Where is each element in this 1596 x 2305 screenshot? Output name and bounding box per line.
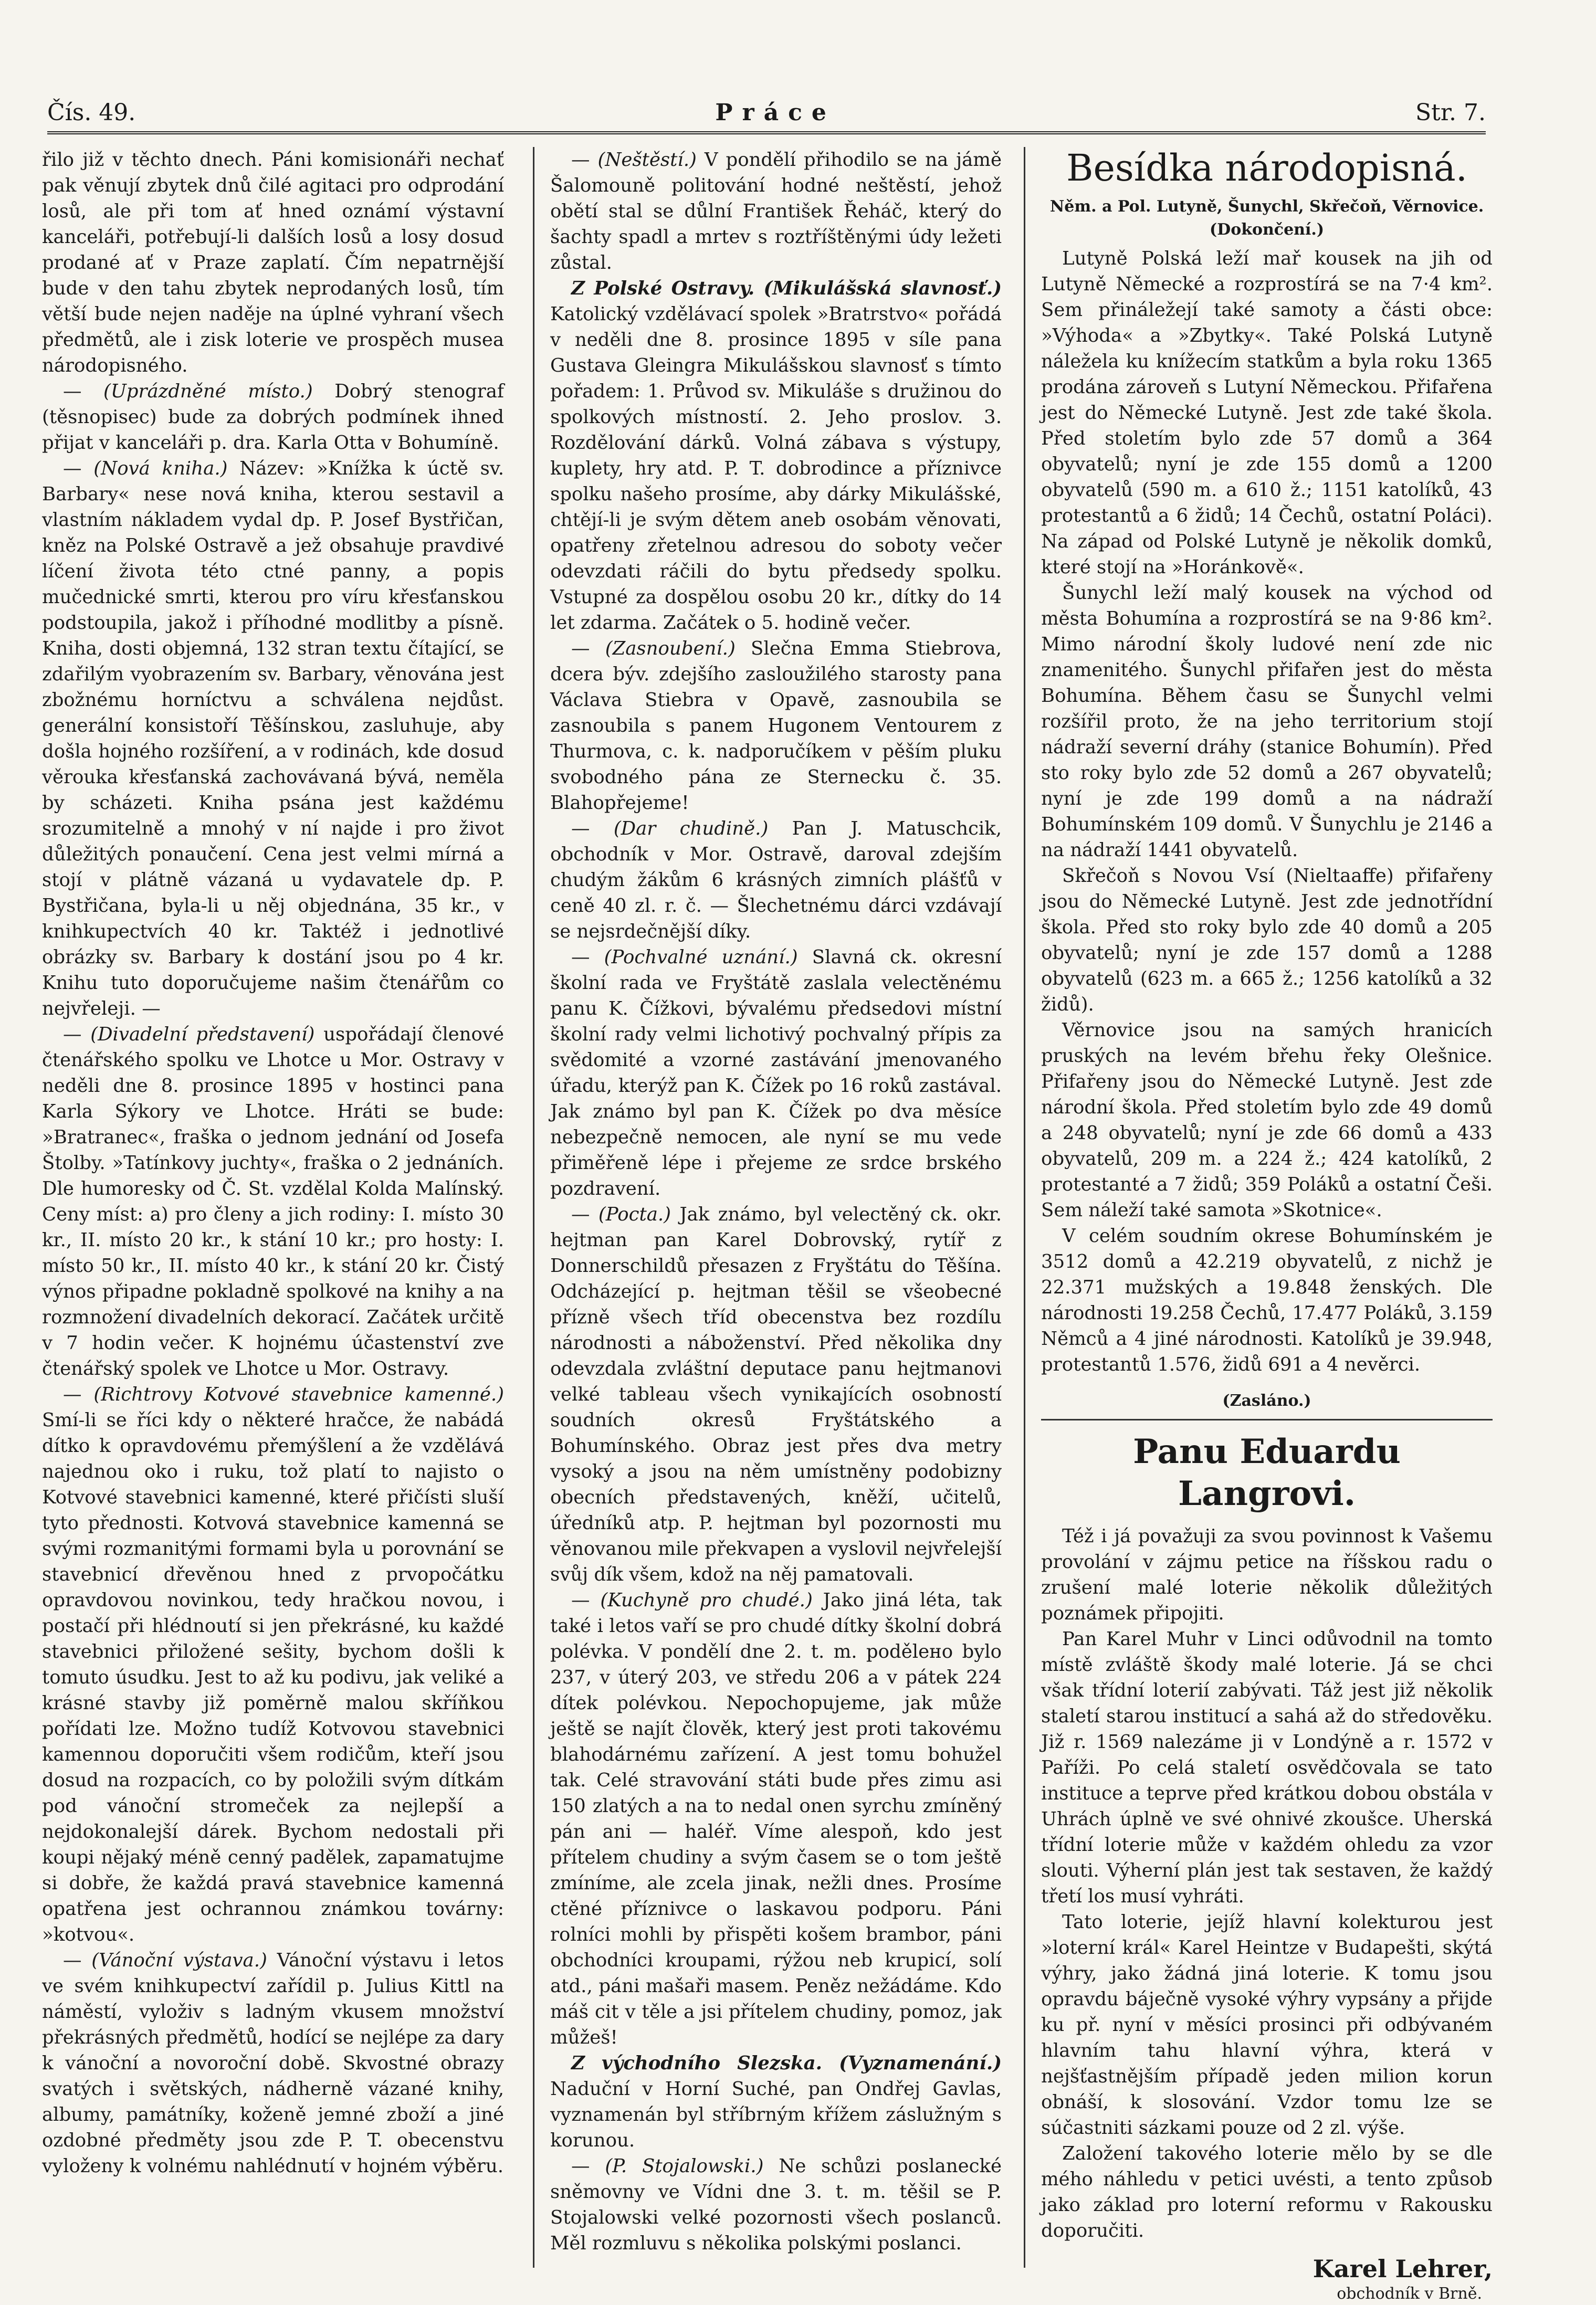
article-paragraph: [550, 2050, 1002, 2153]
article-text: Šunychl leží malý kousek na východ od města Bohumína a rozprostírá se na 9·86 km². Mimo národní školy ludové není zde nic znamenitého. Šunychl přifařen jest do města Bohumína. Během času se Šunychl velmi rozšířil proto, že na jeho territorium stojí nádraží severní dráhy (stanice Bohumín). Před sto roky bylo zde 52 domů a 267 obyvatelů; nyní je zde 199 domů a na nádraží Bohumínském 109 domů. V Šunychlu je 2146 a na nádraží 1441 obyvatelů.: [1041, 582, 1493, 861]
article-text: V pondělí přihodilo se na jámě Šalomouně politování hodné neštěstí, jehož obětí stal se důlní František Řeháč, který do šachty spadl a mrtev s roztříštěnými údy ležeti zůstal.: [550, 149, 1002, 273]
article-paragraph: — (Kuchyně pro chudé.) Jako jiná léta, tak také i letos vaří se pro chudé dítky školní dobrá polévka. V pondělí dne 2. t. m. podělено bylo 237, v úterý 203, ve středu 206 a v pátek 224 dítek polévkou. Nepochopujeme, jak může ještě se najít člověk, který jest proti takovému blahodárnému zařízení. A jest tomu bohužel tak. Celé stravování státi bude přes zimu asi 150 zlatých a na to nedal onen syrchu zmíněný pán ani — haléř. Víme alespoň, kdo jest přítelem chudiny a svým časem se o tom ještě zmíníme, ale zcela jinak, nežli dnes. Prosíme ctěné příznivce o laskavou podporu. Páni rolníci mohli by přispěti košem brambor, páni obchodníci kroupami, rýžou neb krupicí, solí atd., páni mašaři masem. Peněz nežádáme. Kdo máš cit v těle a jsi přítelem chudiny, pomoz, jak můžeš!: [550, 1590, 1002, 2048]
article-heading: (Divadelní představení): [90, 1024, 315, 1045]
article-heading: Z východního Slezska. (Vyznamenání.): [571, 2053, 1002, 2074]
divider: [1041, 1419, 1493, 1420]
zaslano-label: (Zasláno.): [1222, 1392, 1311, 1410]
article-heading: (Pochvalné uznání.): [604, 946, 798, 968]
article-text: Katolický vzdělávací spolek »Bratrstvo« pořádá v neděli dne 8. prosince 1895 v síle pana Gustava Gleingra Mikulášskou slavnosť s tímto pořadem: 1. Průvod sv. Mikuláše s družinou do spolkových místností. 2. Jeho proslov. 3. Rozdělování dárků. Volná zábava s výstupy, kuplety, hry atd. P. T. dobrodince a příznivce spolku našeho prosíme, aby dárky Mikulášské, chtějí-li je svým dětem aneb osobám věnovati, opatřeny zřetelnou adresou do soboty večer odevzdati ráčili do bytu předsedy spolku. Vstupné za dospělou osobu 20 kr., dítky do 14 let zdarma. Začátek o 5. hodině večer.: [550, 303, 1002, 634]
article-heading: (Neštěstí.): [597, 149, 697, 171]
article-heading: Z Polské Ostravy. (Mikulášská slavnosť.): [571, 278, 1002, 299]
article-heading: (Vánoční výstava.): [91, 1950, 267, 1971]
article-paragraph: — (Pocta.) Jak známo, byl velectěný ck. okr. hejtman pan Karel Dobrovský, rytíř z Donnerschildů přesazen z Fryštátu do Těšína. Odcházející p. hejtman těšil se všeobecné přízně všech tříd obecenstva bez rozdílu národnosti a náboženství. Před několika dny odevzdala zvláštní deputace panu hejtmanovi velké tableau všech vynikajících osobností soudních okresů Fryštátského a Bohumínského. Obraz jest přes dva metry vysoký a jsou na něm umístněny podobizny obecních představených, kněží, učitelů, úředníků atp. P. hejtman byl pozornosti mu věnovanou mile překvapen a vyslovil nejvřelejší svůj dík všem, kdož na něj pamatovali.: [550, 1204, 1002, 1585]
article-text: řilo již v těchto dnech. Páni komisionáři nechať pak věnují zbytek dnů čilé agitaci pro odprodání losů, ale při tom ať hned oznámí výstavní kanceláři, potřebují-li dalších losů a losy dosud prodané ať v Praze zaplatí. Čím nepatrnější bude v den tahu zbytek neprodaných losů, tím větší bude nejen naděje na úplné vyhraní všech předmětů, ale i zisk loterie ve prospěch musea národopisného.: [42, 149, 504, 376]
article-heading: (Richtrovy Kotvové stavebnice kamenné.): [93, 1384, 504, 1405]
article-paragraph: — (Richtrovy Kotvové stavebnice kamenné.) Smí-li se říci kdy o některé hračce, že nabádá dítko k opravdovému přemýšlení a že vzdělává najednou oko i ruku, tož platí to najisto o Kotvové stavebnici kamenné, které přičísti sluší tyto přednosti. Kotvová stavebnice kamenná se svými rozmanitými formami byla u porovnání se stavebnicí dřevěnou hned z prvopočátku opravdovou novinkou, tedy hračkou novou, i postačí při hlédnoutí si jen překrásné, ku každé stavebnici přiložené sešity, bychom došli k tomuto úsudku. Jest to až ku podivu, jak veliké a krásné stavby již poměrně malou skříňkou pořídati lze. Možno tudíž Kotvovou stavebnici kamennou doporučiti všem rodičům, kteří jsou dosud na rozpacích, co by položili svým dítkám pod vánoční stromeček za nejlepší a nejdokonalejší dárek. Bychom nedostali při koupi nějaký méně cenný padělek, zapamatujme si dobře, že každá pravá stavebnice kamenná opatřena jest ochrannou známkou továrny: »kotvou«.: [42, 1384, 504, 1945]
article-heading: (Nová kniha.): [93, 458, 228, 479]
letter-title: Panu Eduardu Langrovi.: [1133, 1432, 1401, 1513]
column-left: [42, 147, 504, 2268]
article-text: Tato loterie, jejíž hlavní kolekturou jest »loterní král« Karel Heintze v Budapešti, skýtá výhry, jako žádná jiná loterie. K tomu jsou opravdu báječně vysoké výhry vypsány a přijde ku př. nyní v měsíci prosinci při odbývaném hlavním tahu hlavní výhra, která v nejšťastnějším případě jeden milion korun obnáší, k slosování. Vzdor tomu lze se súčastniti sázkami pouze od 2 zl. výše.: [1041, 1911, 1493, 2139]
section-title: Besídka národopisná.: [1066, 146, 1467, 190]
article-heading: (Kuchyně pro chudé.): [600, 1590, 813, 1611]
article-text: Lutyně Polská leží mař kousek na jih od Lutyně Německé a rozprostírá se na 7·4 km². Sem přináležejí také samoty a části obce: »Výhoda« a »Zbytky«. Také Polská Lutyně náležela ku knížecím statkům a byla roku 1365 prodána zároveň s Lutyní Německou. Přifařena jest do Německé Lutyně. Jest zde také škola. Před stoletím bylo zde 57 domů a 364 obyvatelů; nyní je zde 155 domů a 1200 obyvatelů (590 m. a 610 ž.; 1151 katolíků, 43 protestantů a 6 židů; 14 Čechů, ostatní Poláci). Na západ od Polské Lutyně je několik domků, které stojí na »Horánkově«.: [1041, 248, 1493, 578]
article-paragraph: — (Divadelní představení) uspořádají členové čtenářského spolku ve Lhotce u Mor. Ostravy v neděli dne 8. prosince 1895 v hostinci pana Karla Sýkory ve Lhotce. Hráti se bude: »Bratranec«, fraška o jednom jednání od Josefa Štolby. »Tatínkovy juchty«, fraška o 2 jednáních. Dle humoresky od Č. St. vzdělal Kolda Malínský. Ceny míst: a) pro členy a jich rodiny: I. místo 30 kr., II. místo 20 kr., k stání 10 kr.; pro hosty: I. místo 50 kr., II. místo 40 kr., k stání 20 kr. Čistý výnos připadne pokladně spolkové na knihy a na rozmnožení divadelních dekorací. Začátek určitě v 7 hodin večer. K hojnému účastenství zve čtenářský spolek ve Lhotce u Mor. Ostravy.: [42, 1024, 504, 1380]
article-heading: (P. Stojalowski.): [605, 2155, 764, 2177]
newspaper-title: Práce: [715, 99, 836, 126]
article-text: Naduční v Horní Suché, pan Ondřej Gavlas, vyznamenán byl stříbrným křížem záslužným s korunou.: [550, 2078, 1002, 2151]
column-middle: [533, 147, 1002, 2268]
article-text: Dobrý stenograf (těsnopisec) bude za dobrých podmínek ihned přijat v kanceláři p. dra. Karla Otta v Bohumíně.: [42, 381, 504, 454]
article-paragraph: — (Nová kniha.) Název: »Knížka k úctě sv. Barbary« nese nová kniha, kterou sestavil a vlastním nákladem vydal dp. P. Josef Bystřičan, kněz na Polské Ostravě a jež obsahuje pravdivé líčení života této ctné panny, a popis mučednické smrti, kterou pro víru křesťanskou podstoupila, jakož i příhodné modlitby a písně. Kniha, dosti objemná, 132 stran textu čítající, se zdařilým vyobrazením sv. Barbary, věnována jest zbožnému horníctvu a schválena nejdůst. generální konsistoří Těšínskou, zasluhuje, aby došla hojného rozšíření, a v rodinách, kde dosud věrouka křesťanská zachovávaná bývá, neměla by scházeti. Kniha psána jest každému srozumitelně a mnohý v ní najde i pro život důležitých ponaučení. Cena jest velmi mírná a stojí v plátně vázaná u vydavatele dp. P. Bystřičana, byla-li u něj objednána, 35 kr., v knihkupectvích 40 kr. Taktéž i jednotlivé obrázky sv. Barbary k dostání jsou po 4 kr. Knihu tuto doporučujeme našim čtenářům co nejvřeleji. —: [42, 458, 504, 1019]
article-text: Smí-li se říci kdy o některé hračce, že nabádá dítko k opravdovému přemýšlení a že vzdělává najednou oko i ruku, tož platí to najisto o Kotvové stavebnici kamenné, které přičísti sluší tyto přednosti. Kotvová stavebnice kamenná se svými rozmanitými formami byla u porovnání se stavebnicí dřevěnou hned z prvopočátku opravdovou novinkou, tedy hračkou novou, i postačí při hlédnoutí si jen překrásné, ku každé stavebnici přiložené sešity, bychom došli k tomuto úsudku. Jest to až ku podivu, jak veliké a krásné stavby již poměrně malou skříňkou pořídati lze. Možno tudíž Kotvovou stavebnici kamennou doporučiti všem rodičům, kteří jsou dosud na rozpacích, co by položili svým dítkám pod vánoční stromeček za nejlepší a nejdokonalejší dárek. Bychom nedostali při koupi nějaký méně cenný padělek, zapamatujme si dobře, že každá pravá stavebnice kamenná opatřena jest ochrannou známkou továrny: »kotvou«.: [42, 1409, 504, 1945]
article-paragraph: — (Pochvalné uznání.) Slavná ck. okresní školní rada ve Fryštátě zaslala velectěnému panu K. Čížkovi, bývalému předsedovi místní školní rady velmi lichotivý pochvalný přípis za svědomité a vzorné zastávání jmenovaného úřadu, kterýž pan K. Čížek po 16 roků zastával. Jak známo byl pan K. Čížek po dva měsíce nebezpečně nemocen, ale nyní se mu vede přiměřeně lépe i přejeme ze srdce brského pozdravení.: [550, 946, 1002, 1199]
article-text: Založení takového loterie mělo by se dle mého náhledu v petici uvésti, a tento způsob jako základ pro loterní reformu v Rakousku doporučiti.: [1041, 2143, 1493, 2241]
article-heading: (Uprázdněné místo.): [103, 381, 313, 402]
article-text: Název: »Knížka k úctě sv. Barbary« nese nová kniha, kterou sestavil a vlastním nákladem vydal dp. P. Josef Bystřičan, kněz na Polské Ostravě a jež obsahuje pravdivé líčení života této ctné panny, a popis mučednické smrti, kterou pro víru křesťanskou podstoupila, jakož i příhodné modlitby a písně. Kniha, dosti objemná, 132 stran textu čítající, se zdařilým vyobrazením sv. Barbary, věnována jest zbožnému horníctvu a schválena nejdůst. generální konsistoří Těšínskou, zasluhuje, aby došla hojného rozšíření, a v rodinách, kde dosud věrouka křesťanská zachovávaná bývá, neměla by scházeti. Kniha psána jest každému srozumitelně a mnohý v ní najde i pro život důležitých ponaučení. Cena jest velmi mírná a stojí v plátně vázaná u vydavatele dp. P. Bystřičana, byla-li u něj objednána, 35 kr., v knihkupectvích 40 kr. Taktéž i jednotlivé obrázky sv. Barbary k dostání jsou po 4 kr. Knihu tuto doporučujeme našim čtenářům co nejvřeleji. —: [42, 458, 504, 1019]
article-paragraph: — (P. Stojalowski.) Ne schůzi poslanecké sněmovny ve Vídni dne 3. t. m. těšil se P. Stojalowski velké pozornosti všech poslanců. Měl rozmluvu s několika polskými poslanci.: [550, 2155, 1002, 2254]
article-heading: (Pocta.): [598, 1204, 671, 1225]
article-text: Pan J. Matuschcik, obchodník v Mor. Ostravě, daroval zdejším chudým žákům 6 krásných zimních plášťů v ceně 40 zl. r. č. — Šlechetnému dárci vzdávají se nejsrdečnější díky.: [550, 818, 1002, 942]
article-paragraph: [550, 276, 1002, 636]
article-paragraph: — (Zasnoubení.) Slečna Emma Stiebrova, dcera býv. zdejšího zasloužilého starosty pana Václava Stiebra v Opavě, zasnoubila se zasnoubila s panem Hugonem Ventourem z Thurmova, c. k. nadporučíkem v pěším pluku svobodného pána ze Sternecku č. 35. Blahopřejeme!: [550, 638, 1002, 814]
article-paragraph: — (Neštěstí.) V pondělí přihodilo se na jámě Šalomouně politování hodné neštěstí, jehož obětí stal se důlní František Řeháč, který do šachty spadl a mrtev s roztříštěnými údy ležeti zůstal.: [550, 149, 1002, 273]
signature-occupation: obchodník v Brně.: [1337, 2285, 1482, 2303]
article-paragraph: — (Uprázdněné místo.) Dobrý stenograf (těsnopisec) bude za dobrých podmínek ihned přijat v kanceláři p. dra. Karla Otta v Bohumíně.: [42, 381, 504, 454]
section-continuation: (Dokončení.): [1209, 220, 1325, 239]
article-heading: (Dar chudině.): [613, 818, 769, 839]
article-paragraph: — (Dar chudině.) Pan J. Matuschcik, obchodník v Mor. Ostravě, daroval zdejším chudým žákům 6 krásných zimních plášťů v ceně 40 zl. r. č. — Šlechetnému dárci vzdávají se nejsrdečnější díky.: [550, 818, 1002, 942]
article-text: Též i já považuji za svou povinnost k Vašemu provolání v zájmu petice na říšskou radu o zrušení malé loterie několik důležitých poznámek připojiti.: [1041, 1525, 1493, 1624]
article-text: Pan Karel Muhr v Linci odůvodnil na tomto místě zvláště škody malé loterie. Já se chci však třídní loterií zabývati. Táž jest již několik staletí starou institucí a sahá až do středověku. Již r. 1569 nalezáme ji v Londýně a r. 1572 v Paříži. Po celá staletí osvědčovala se tato instituce a teprve před krátkou dobou obstála v Uhrách úplně ve své ohnivé zkoušce. Uherská třídní loterie může v každém ohledu za vzor slouti. Výherní plán jest tak sestaven, že každý třetí los musí vyhráti.: [1041, 1628, 1493, 1907]
article-text: Jako jiná léta, tak také i letos vaří se pro chudé dítky školní dobrá polévka. V pondělí dne 2. t. m. podělено bylo 237, v úterý 203, ve středu 206 a v pátek 224 dítek polévkou. Nepochopujeme, jak může ještě se najít člověk, který jest proti takovému blahodárnému zařízení. A jest tomu bohužel tak. Celé stravování státi bude přes zimu asi 150 zlatých a na to nedal onen syrchu zmíněný pán ani — haléř. Víme alespoň, kdo jest přítelem chudiny a svým časem se o tom ještě zmíníme, ale zcela jinak, nežli dnes. Prosíme ctěné příznivce o laskavou podporu. Páni rolníci mohli by přispěti košem brambor, páni obchodníci kroupami, rýžou neb krupicí, solí atd., páni mašaři masem. Peněz nežádáme. Kdo máš cit v těle a jsi přítelem chudiny, pomoz, jak můžeš!: [550, 1590, 1002, 2048]
article-text: V celém soudním okrese Bohumínském je 3512 domů a 42.219 obyvatelů, z nichž je 22.371 mužských a 19.848 ženských. Dle národnosti 19.258 Čechů, 17.477 Poláků, 3.159 Němců a 4 jiné národnosti. Katolíků je 39.948, protestantů 1.576, židů 691 a 4 nevěrci.: [1041, 1225, 1493, 1375]
page-number: Str. 7.: [1415, 99, 1486, 126]
article-text: uspořádají členové čtenářského spolku ve Lhotce u Mor. Ostravy v neděli dne 8. prosince 1895 v hostinci pana Karla Sýkory ve Lhotce. Hráti se bude: »Bratranec«, fraška o jednom jednání od Josefa Štolby. »Tatínkovy juchty«, fraška o 2 jednáních. Dle humoresky od Č. St. vzdělal Kolda Malínský. Ceny míst: a) pro členy a jich rodiny: I. místo 30 kr., II. místo 20 kr., k stání 10 kr.; pro hosty: I. místo 50 kr., II. místo 40 kr., k stání 20 kr. Čistý výnos připadne pokladně spolkové na knihy a na rozmnožení divadelních dekorací. Začátek určitě v 7 hodin večer. K hojnému účastenství zve čtenářský spolek ve Lhotce u Mor. Ostravy.: [42, 1024, 504, 1380]
column-right: [1024, 146, 1493, 2303]
article-text: Slečna Emma Stiebrova, dcera býv. zdejšího zasloužilého starosty pana Václava Stiebra v Opavě, zasnoubila se zasnoubila s panem Hugonem Ventourem z Thurmova, c. k. nadporučíkem v pěším pluku svobodného pána ze Sternecku č. 35. Blahopřejeme!: [550, 638, 1002, 814]
article-text: Věrnovice jsou na samých hranicích pruských na levém břehu řeky Olešnice. Přifařeny jsou do Německé Lutyně. Jest zde národní škola. Před stoletím bylo zde 49 domů a 248 obyvatelů; nyní je zde 66 domů a 433 obyvatelů, 209 m. a 224 ž.; 424 katolíků, 2 protestanté a 7 židů; 359 Poláků a ostatní Češi. Sem náleží také samota »Skotnice«.: [1041, 1019, 1493, 1221]
article-text: Ne schůzi poslanecké sněmovny ve Vídni dne 3. t. m. těšil se P. Stojalowski velké pozornosti všech poslanců. Měl rozmluvu s několika polskými poslanci.: [550, 2155, 1002, 2254]
article-text: Jak známo, byl velectěný ck. okr. hejtman pan Karel Dobrovský, rytíř z Donnerschildů přesazen z Fryštátu do Těšína. Odcházející p. hejtman těšil se všeobecné přízně všech tříd obecenstva bez rozdílu národnosti a náboženství. Před několika dny odevzdala zvláštní deputace panu hejtmanovi velké tableau všech vynikajících osobností soudních okresů Fryštátského a Bohumínského. Obraz jest přes dva metry vysoký a jsou na něm umístněny podobizny obecních představených, kněží, učitelů, úředníků atp. P. hejtman byl pozornosti mu věnovanou mile překvapen a vyslovil nejvřelejší svůj dík všem, kdož na něj pamatovali.: [550, 1204, 1002, 1585]
signature: Karel Lehrer,: [1312, 2255, 1493, 2283]
article-text: Vánoční výstavu i letos ve svém knihkupectví zařídil p. Julius Kittl na náměstí, vyloživ s ladným vkusem množství překrásných předmětů, hodící se nejlépe za dary k vánoční a novoroční době. Skvostné obrazy svatých i světských, nádherně vázané knihy, albumy, památníky, koženě jemné zboží a jiné ozdobné předměty jsou zde P. T. obecenstvu vyloženy k volnému nahlédnutí v hojném výběru.: [42, 1950, 504, 2177]
article-heading: (Zasnoubení.): [605, 638, 736, 659]
page-header: [47, 79, 1486, 134]
article-paragraph: — (Vánoční výstava.) Vánoční výstavu i letos ve svém knihkupectví zařídil p. Julius Kittl na náměstí, vyloživ s ladným vkusem množství překrásných předmětů, hodící se nejlépe za dary k vánoční a novoroční době. Skvostné obrazy svatých i světských, nádherně vázané knihy, albumy, památníky, koženě jemné zboží a jiné ozdobné předměty jsou zde P. T. obecenstvu vyloženy k volnému nahlédnutí v hojném výběru.: [42, 1950, 504, 2177]
section-subtitle: Něm. a Pol. Lutyně, Šunychl, Skřečoň, Věrnovice.: [1049, 197, 1484, 216]
article-text: Slavná ck. okresní školní rada ve Fryštátě zaslala velectěnému panu K. Čížkovi, bývalému předsedovi místní školní rady velmi lichotivý pochvalný přípis za svědomité a vzorné zastávání jmenovaného úřadu, kterýž pan K. Čížek po 16 roků zastával. Jak známo byl pan K. Čížek po dva měsíce nebezpečně nemocen, ale nyní se mu vede přiměřeně lépe i přejeme ze srdce brského pozdravení.: [550, 946, 1002, 1199]
issue-number: Čís. 49.: [47, 99, 136, 126]
article-text: Skřečoň s Novou Vsí (Nieltaaffe) přifařeny jsou do Německé Lutyně. Jest zde jednotřídní škola. Před sto roky bylo zde 40 domů a 205 obyvatelů; nyní je zde 157 domů a 1288 obyvatelů (623 m. a 665 ž.; 1256 katolíků a 32 židů).: [1041, 865, 1493, 1015]
